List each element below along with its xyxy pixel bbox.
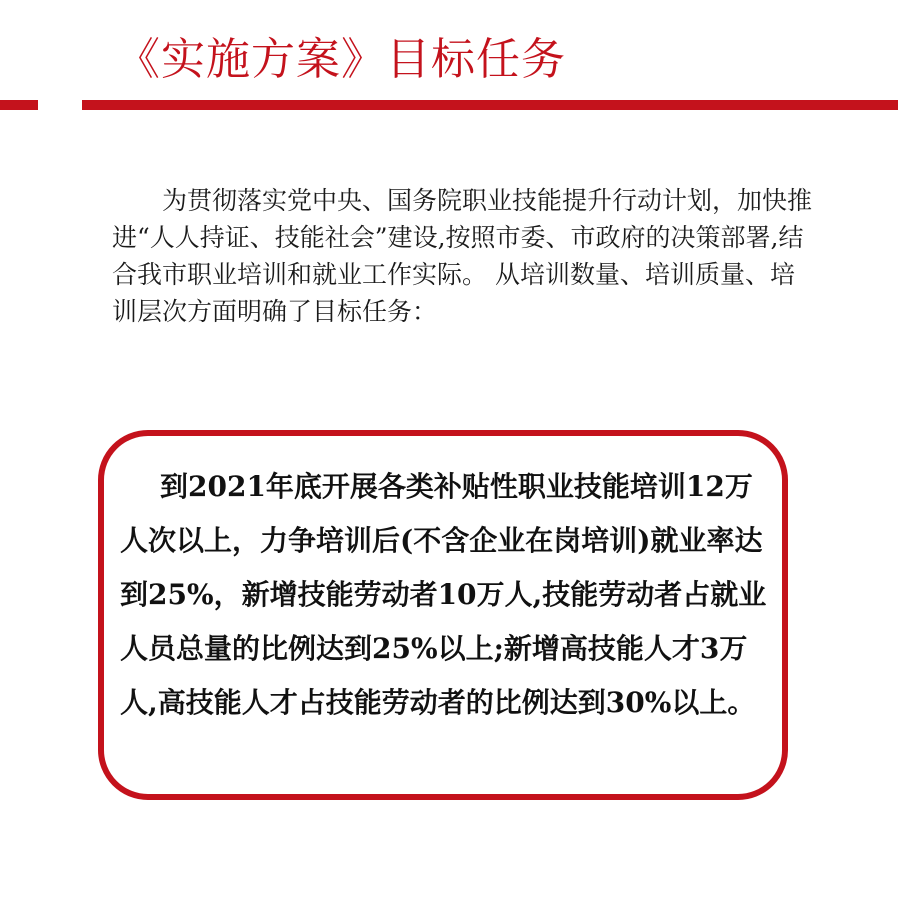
slide-title: 《实施方案》目标任务 xyxy=(116,34,566,85)
target-paragraph: 到2021年底开展各类补贴性职业技能培训12万人次以上，力争培训后(不含企业在岗培训)就业率达到25%，新增技能劳动者10万人,技能劳动者占就业人员总量的比例达到25%以上;新增高技能人才3万人,高技能人才占技能劳动者的比例达到30%以上。 xyxy=(120,470,767,719)
intro-paragraph: 为贯彻落实党中央、国务院职业技能提升行动计划，加快推进“人人持证、技能社会”建设,按照市委、市政府的决策部署,结合我市职业培训和就业工作实际。 从培训数量、培训质量、培训层次方面明确了目标任务： xyxy=(112,186,813,326)
title-divider-right xyxy=(82,100,898,110)
title-divider-left xyxy=(0,100,38,110)
